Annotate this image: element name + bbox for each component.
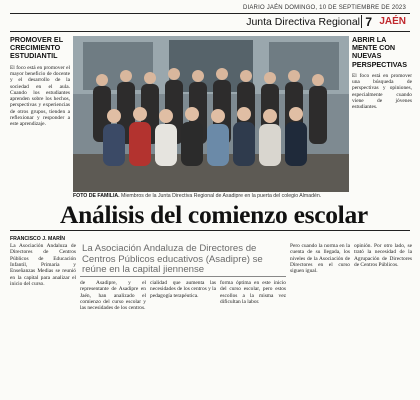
section-title: Junta Directiva Regional xyxy=(246,16,360,28)
article-column-5: Pero cuando la norma en la cuenta de su llegada, los niveles de la Asociación de Directores en el curso siguen igual. xyxy=(290,243,350,275)
page-number: 7 xyxy=(365,15,372,29)
article-column-2: de Asadipre, y el representante de Asadipre en Jaén, han analizado el comienzo del curso escolar y las necesidades de los centros. xyxy=(80,280,146,312)
photo-caption-label: FOTO DE FAMILIA. xyxy=(73,193,120,199)
right-sidebar-heading: ABRIR LA MENTE CON NUEVAS PERSPECTIVAS xyxy=(352,35,407,69)
right-sidebar xyxy=(352,36,412,111)
brand-label: JAÉN xyxy=(379,16,406,27)
group-photo-image xyxy=(73,36,349,192)
right-sidebar-body: El foco está en promover una búsqueda de perspectivas y opiniones, especialmente cuando viene de jóvenes estudiantes. xyxy=(352,72,412,111)
photo-caption xyxy=(73,193,349,199)
masthead-rule xyxy=(10,13,410,14)
photo-caption-text: Miembros de la Junta Directiva Regional de Asadipre en la puerta del colegio Almadén. xyxy=(121,193,322,199)
masthead xyxy=(0,4,420,34)
subheadline-rule xyxy=(80,276,286,277)
article-column-1: La Asociación Andaluza de Directores de Centros Públicos de Educación Infantil, Primaria y Enseñanzas Medias se reunió en la capital para analizar el inicio del curso. xyxy=(10,243,76,288)
left-sidebar-heading: PROMOVER EL CRECIMIENTO ESTUDIANTIL xyxy=(10,35,63,61)
byline: FRANCISCO J. MARÍN xyxy=(10,236,66,242)
dateline: DIARIO JAÉN DOMINGO, 10 DE SEPTIEMBRE DE 2023 xyxy=(242,5,406,11)
headline: Análisis del comienzo escolar xyxy=(60,200,368,229)
left-sidebar-body: El foco está en promover el mayor beneficio de docente y el desarrollo de la sociedad en el aula. Cuando los estudiantes aprenden sobre los hechos, perspectivas y experiencias de otros grupos, tienden a reflexionar y responder a este aprendizaje. xyxy=(10,64,70,128)
masthead-separator xyxy=(361,15,362,28)
article-column-4: forma óptima en este inicio del curso escolar, pero estos escollos a la misma vez dificultan la labor. xyxy=(220,280,286,306)
article-column-6: opinión. Por otro lado, se trató la necesidad de la Agrupación de Directores de Centros Públicos. xyxy=(354,243,412,269)
article-column-3: cialidad que aumenta las necesidades de los centros y la pedagogía terapéutica. xyxy=(150,280,217,299)
subheadline: La Asociación Andaluza de Directores de Centros Públicos educativos (Asadipre) se reúne en la capital jiennense xyxy=(82,243,263,275)
masthead-rule-bottom xyxy=(10,31,410,32)
group-photo xyxy=(73,36,349,192)
headline-divider xyxy=(10,230,410,231)
left-sidebar xyxy=(10,36,70,128)
